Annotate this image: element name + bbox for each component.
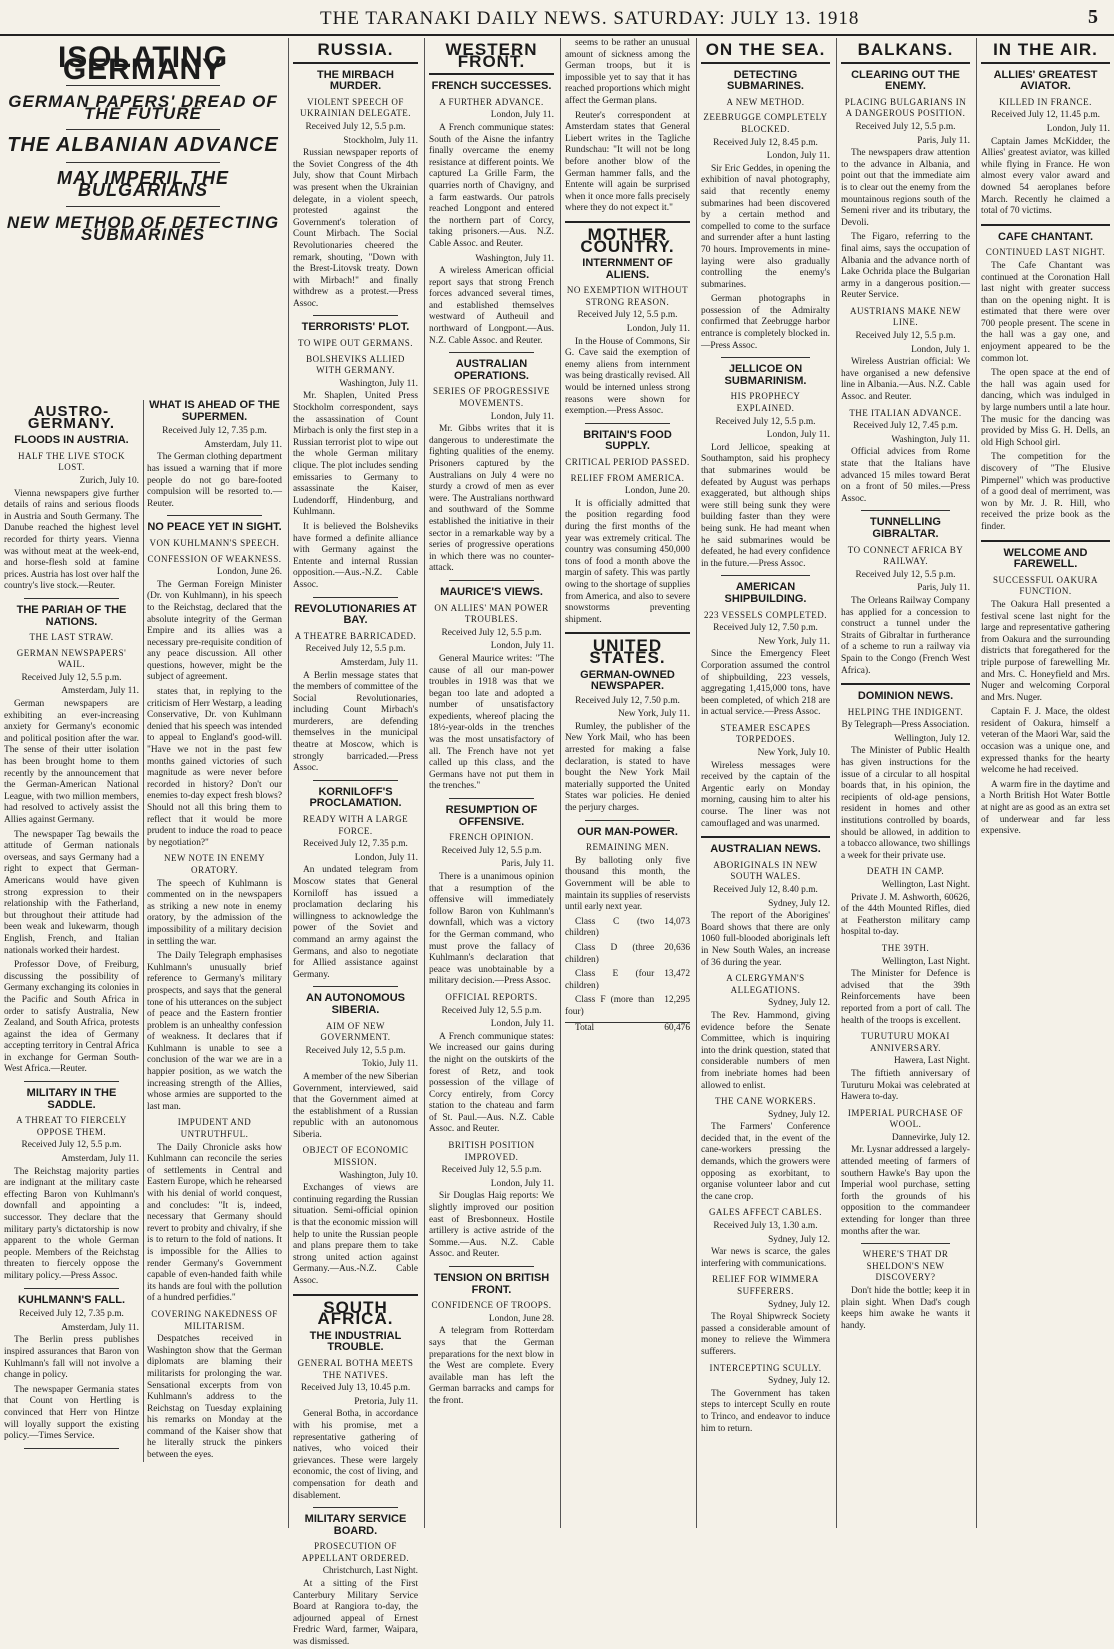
article-paragraph: The German clothing department has issued a warning that if more people do not go bare-footed compulsion will be resorted to.—Reuter.: [147, 452, 282, 509]
wimmera-sub: RELIEF FOR WIMMERA SUFFERERS.: [712, 1274, 819, 1296]
western-head: WESTERN FRONT.: [445, 40, 538, 71]
article-paragraph: Since the Emergency Fleet Corporation assumed the control of shipbuilding, 223 vessels, aggregating 1,415,000 tons, have been completed, of which 218 are in actual service.—Press Assoc.: [701, 649, 830, 718]
balkans-head: BALKANS.: [857, 40, 954, 59]
british-position-sub: BRITISH POSITION IMPROVED.: [448, 1140, 535, 1162]
ballot-table: [565, 917, 690, 1034]
mirbach-head: THE MIRBACH MURDER.: [317, 68, 394, 93]
clergyman-sub: A CLERGYMAN'S ALLEGATIONS.: [726, 973, 805, 995]
article-paragraph: The Rev. Hammond, giving evidence before the Senate Committee, which is inquiring into the drink question, stated that considerable numbers of men from inebriate homes had been allowed to enlist.: [701, 1010, 830, 1091]
siberia-head: AN AUTONOMOUS SIBERIA.: [306, 992, 405, 1016]
continued-sub: CONTINUED LAST NIGHT.: [985, 247, 1106, 258]
botha-sub: GENERAL BOTHA MEETS THE NATIVES.: [297, 1357, 414, 1380]
article-paragraph: Sir Douglas Haig reports: We slightly improved our position east of Bresbonneux. Hostile artillery is active astride of the Somme.—Aus. N.Z. Cable Assoc. and Reuter.: [429, 1191, 554, 1260]
article-paragraph: The newspaper Germania states that Count von Hertling is convinced that Herr von Hintze will loyally support the existing policy.—Times Service.: [4, 1384, 139, 1442]
pariah-sub2: GERMAN NEWSPAPERS' WAIL.: [16, 647, 127, 670]
revolutionaries-sub: A THEATRE BARRICADED.: [294, 630, 417, 641]
confidence-sub: CONFIDENCE OF TROOPS.: [431, 1300, 552, 1311]
received-line: Received July 12, 5.5 p.m.: [855, 569, 956, 580]
column-mother-country: [560, 38, 694, 1528]
received-line: Received July 13, 1.30 a.m.: [713, 1221, 818, 1232]
zeebrugge-sub: ZEEBRUGGE COMPLETELY BLOCKED.: [703, 112, 828, 134]
article-paragraph: A Berlin message states that the members of committee of the Social Revolutionaries, including Count Mirbach's murderers, are defending themselves in the municipal theatre at Moscow, which is strongly barricaded.—Press Assoc.: [293, 670, 418, 774]
dominion-news-head: DOMINION NEWS.: [857, 690, 954, 703]
article-paragraph: General Maurice writes: "The cause of all our man-power troubles in 1918 was that we began too late and adopted a number of unsatisfactory expedients, whereof placing the 18½-year-olds in the trenches was the most unsatisfactory of all. The French have not yet called up this class, and the Germans have not put them in the trenches.": [429, 653, 554, 792]
dateline: Sydney, July 12.: [768, 1299, 830, 1310]
dateline: Amsterdam, July 11.: [61, 686, 139, 697]
lead-headline-1: ISOLATING GERMANY: [57, 41, 229, 86]
australian-ops-sub: SERIES OF PROGRESSIVE MOVEMENTS.: [432, 386, 551, 409]
article-paragraph: The Reichstag majority parties are indignant at the military caste effecting Baron von Kuhlmann's downfall and appointing a successor. They declare that the military party's dictatorship is now apparent to the whole German people. Members of the Reichstag threaten to fiercely oppose the military policy.—Press Assoc.: [4, 1166, 139, 1281]
aboriginals-sub: ABORIGINALS IN NEW SOUTH WALES.: [713, 859, 818, 882]
table-row: Class E (four children) 13,472: [565, 969, 690, 991]
dateline: London, June 20.: [624, 486, 690, 497]
dateline: Amsterdam, July 11.: [340, 657, 418, 668]
food-supply-sub2: RELIEF FROM AMERICA.: [570, 472, 685, 483]
article-paragraph: The fiftieth anniversary of Turuturu Mokai was celebrated at Hawera to-day.: [841, 1068, 970, 1103]
table-row: Total 60,476: [565, 1022, 690, 1035]
received-line: Received July 12, 5.5 p.m.: [441, 627, 542, 638]
cane-workers-sub: THE CANE WORKERS.: [714, 1096, 817, 1107]
gales-sub: GALES AFFECT CABLES.: [708, 1207, 823, 1218]
article-paragraph: Professor Dove, of Freiburg, discussing the possibility of Germany exchanging its colonies in the Pacific and South Africa in order to satisfy Australia, New Zealand, and South Africa, protests against the idea of Germany accepting territory in Central Africa in exchange for German South-West Africa.—Reuter.: [4, 960, 139, 1075]
sea-head: ON THE SEA.: [705, 40, 826, 59]
maurice-sub: ON ALLIES' MAN POWER TROUBLES.: [434, 602, 549, 625]
article-paragraph: Don't hide the bottle; keep it in plain sight. When Dad's cough keeps him awake he wants it handy.: [841, 1286, 970, 1331]
cafe-head: CAFE CHANTANT.: [997, 230, 1094, 243]
dateline: London, July 11.: [490, 641, 554, 652]
dateline: London, July 11.: [490, 411, 554, 422]
article-paragraph: A warm fire in the daytime and a North British Hot Water Bottle at night are as good as an extra set of underwear and far less expensive.: [981, 779, 1110, 837]
french-successes-head: FRENCH SUCCESSES.: [431, 80, 552, 93]
received-line: Received July 12, 5.5 p.m.: [21, 672, 122, 683]
food-supply-head: BRITAIN'S FOOD SUPPLY.: [583, 428, 672, 453]
received-line: Received July 12, 5.5 p.m.: [21, 1140, 122, 1151]
received-line: Received July 12, 7.35 p.m.: [303, 839, 408, 850]
industrial-head: THE INDUSTRIAL TROUBLE.: [309, 1329, 402, 1354]
new-method-sub: A NEW METHOD.: [726, 96, 805, 107]
maurice-head: MAURICE'S VIEWS.: [440, 585, 543, 598]
dateline: Wellington, Last Night.: [881, 956, 970, 967]
article-paragraph: The report of the Aborigines' Board shows that there are only 1060 full-blooded aboriginals left in New South Wales, an increase of 36 during the year.: [701, 911, 830, 968]
dateline: Amsterdam, July 11.: [61, 1154, 139, 1165]
air-head: IN THE AIR.: [993, 40, 1098, 59]
table-row: Class F (more than four) 12,295: [565, 995, 690, 1017]
article-paragraph: Mr. Shaplen, United Press Stockholm correspondent, says the assassination of Count Mirbach is only the first step in a Russian terrorist plot to wipe out the whole German military clique. The plot includes sending emissaries to Germany to assassinate the Kaiser, Ludendorff, Hindenburg, and Kuhlmann.: [293, 391, 418, 518]
article-paragraph: A member of the new Siberian Government, interviewed, said that the Government aimed at the establishment of a Russian republic with an autonomous Siberia.: [293, 1071, 418, 1140]
article-paragraph: The Minister for Defence is advised that the 39th Reinforcements have been reported from a port of call. The health of the troops is excellent.: [841, 969, 970, 1026]
received-line: Received July 12, 5.5 p.m.: [855, 331, 956, 342]
korniloff-sub: READY WITH A LARGE FORCE.: [302, 814, 409, 836]
dateline: Amsterdam, July 11.: [61, 1322, 139, 1333]
lead-headline-5: NEW METHOD OF DETECTING SUBMARINES: [6, 213, 280, 244]
no-peace-sub2: CONFESSION OF WEAKNESS.: [147, 553, 282, 564]
dateline: Christchurch, Last Night.: [322, 1566, 418, 1577]
internment-sub: NO EXEMPTION WITHOUT STRONG REASON.: [566, 285, 689, 307]
remaining-men-sub: REMAINING MEN.: [586, 842, 669, 853]
article-paragraph: German newspapers are exhibiting an ever-increasing anxiety for Germany's economic and political position after the war. The sense of their utter isolation has been brought home to them recently by the announcement that the German-American National League, with two million members, had resolved to actively assist the Allies against Germany.: [4, 699, 139, 825]
austrians-sub: AUSTRIANS MAKE NEW LINE.: [850, 305, 961, 328]
military-head: MILITARY IN THE SADDLE.: [26, 1087, 117, 1111]
article-paragraph: The Berlin press publishes inspired assurances that Baron von Kuhlmann's fall will not involve a change in policy.: [4, 1335, 139, 1381]
welcome-head: WELCOME AND FAREWELL.: [1003, 546, 1088, 571]
article-paragraph: states that, in replying to the criticism of Herr Westarp, a leading Conservative, Dr. von Kuhlmann denied that his speech was intended to appeal to England's good-will. "Have we not in the past few months gained victories of such magnitude as were never before recorded in history? Don't our enemies to-day expect fresh blows? Should not all this bring them to reflect that it would be more prudent to induce the road to peace by negotiation?": [147, 687, 282, 848]
article-paragraph: The Minister of Public Health has given instructions for the issue of a circular to all hospital boards that, in his opinion, the recipients of old-age pensions, resident in homes and other institutions controlled by boards, should be allowed, in addition to a tobacco allowance, two shillings a week for their private use.: [841, 746, 970, 861]
article-paragraph: The competition for the discovery of "The Elusive Pimpernel" which was productive of a good deal of merriment, was won by Mr. J. R. Hill, who received the prize book as the finder.: [981, 452, 1110, 532]
dateline: Sydney, July 12.: [768, 1109, 830, 1120]
article-paragraph: German photographs in possession of the Admiralty confirmed that Zeebrugge harbor entrance is completely blocked in.—Press Assoc.: [701, 294, 830, 351]
lead-headline-3: THE ALBANIAN ADVANCE: [7, 134, 279, 157]
shipbuilding-head: AMERICAN SHIPBUILDING.: [724, 581, 807, 605]
article-paragraph: The Farmers' Conference decided that, in the event of the cane-workers pressing the demands, which the growers were opposing as exorbitant, to organise volunteer labor and cut the cane crop.: [701, 1122, 830, 1202]
article-paragraph: Captain F. J. Mace, the oldest resident of Oakura, himself a veteran of the Maori War, said the occasion was a unique one, and expressed thanks for the hearty welcome he had received.: [981, 707, 1110, 776]
article-paragraph: The Orleans Railway Company has applied for a concession to construct a tunnel under the Straits of Gibraltar in furtherance of a scheme to run a railway via Spain to the Congo (French West Africa).: [841, 595, 970, 676]
vessels-sub: 223 VESSELS COMPLETED.: [703, 609, 828, 620]
article-paragraph: It is officially admitted that the position regarding food during the first months of the year was extremely critical. The country was consuming 450,000 tons of food a month above the margin of safety. This was partly owing to the shortage of supplies from America, and also to severe snowstorms preventing shipment.: [565, 498, 690, 625]
article-paragraph: Private J. M. Ashworth, 60626, of the 44th Mounted Rifles, died at Featherston military camp hospital to-day.: [841, 892, 970, 938]
covering-sub: COVERING NAKEDNESS OF MILITARISM.: [151, 1308, 278, 1331]
military-sub: A THREAT TO FIERCELY OPPOSE THEM.: [16, 1115, 127, 1137]
indigent-sub: HELPING THE INDIGENT.: [847, 706, 964, 717]
article-paragraph: The open space at the end of the hall was again used for dancing, which was indulged in by large numbers until a late hour. The music for the dancing was provided by Miss G. H. Dells, an old High School girl.: [981, 368, 1110, 448]
article-paragraph: Exchanges of views are continuing regarding the Russian situation. Semi-official opinion is that the economic mission will help to unite the Russian people and plans prepare them to take strong united action against Germany.—Aus.-N.Z. Cable Assoc.: [293, 1183, 418, 1286]
column-russia: [288, 38, 422, 1648]
impudent-sub: IMPUDENT AND UNTRUTHFUL.: [177, 1117, 252, 1140]
dateline: Paris, July 11.: [501, 859, 554, 870]
italian-sub: THE ITALIAN ADVANCE.: [849, 407, 962, 418]
dateline: Washington, July 11.: [891, 434, 970, 445]
article-paragraph: War news is scarce, the gales interfering with communications.: [701, 1247, 830, 1269]
received-line: Received July 12, 5.5 p.m.: [441, 1005, 542, 1016]
masthead: [0, 0, 1114, 36]
newspaper-head: GERMAN-OWNED NEWSPAPER.: [580, 668, 675, 693]
article-paragraph: The newspaper Tag bewails the attitude of German nationals overseas, and says Germany had a right to expect that German-Americans would have given strong expression to their relationship with the Fatherland, but throughout their attitude had been weak and lukewarm, though English, French, and Italian nationals worked their hardest.: [4, 829, 139, 956]
article-paragraph: Mr. Gibbs writes that it is dangerous to underestimate the fighting qualities of the enemy. Prisoners captured by the Australians on July 4 were no sturdy a crowd of men as ever were. The Australians northward and southward of the Somme established the initiative in their sector in a remarkable way by a series of progressive operations in which there was no counter-attack.: [429, 424, 554, 574]
korniloff-head: KORNILOFF'S PROCLAMATION.: [309, 785, 402, 810]
killed-sub: KILLED IN FRANCE.: [999, 96, 1092, 107]
received-line: Received July 12, 5.5 p.m.: [305, 644, 406, 655]
article-paragraph: seems to be rather an unusual amount of sickness among the German troops, but it is impossible yet to say that it has reached proportions which might affect the German plans.: [565, 38, 690, 106]
official-reports-sub: OFFICIAL REPORTS.: [445, 991, 538, 1002]
dateline: Washington, July 10.: [339, 1170, 418, 1181]
received-line: By Telegraph—Press Association.: [841, 720, 970, 731]
dateline: Zurich, July 10.: [79, 475, 139, 486]
pariah-head: THE PARIAH OF THE NATIONS.: [16, 603, 127, 628]
table-row: Class D (three children) 20,636: [565, 942, 690, 965]
article-paragraph: Reuter's correspondent at Amsterdam states that General Liebert writes in the Tagliche Rundschau: "It will not be long before another blow of the German hammer falls, and the Entente will again be surprised when it once more falls precisely where they do not expect it.": [565, 110, 690, 214]
article-paragraph: There is a unanimous opinion that a resumption of the offensive will immediately follow Baron von Kuhlmann's downfall, which was a victory for the German command, who must prove the fallacy of Kuhlmann's declaration that peace was unobtainable by a military decision.—Press Assoc.: [429, 872, 554, 987]
column-western-front: [424, 38, 558, 1528]
article-paragraph: In the House of Commons, Sir G. Cave said the exemption of enemy aliens from internment was being drastically revised. All would be interned unless strong reasons were shown for exemption.—Press Assoc.: [565, 336, 690, 417]
no-peace-head: NO PEACE YET IN SIGHT.: [147, 521, 282, 534]
bulgarians-sub: PLACING BULGARIANS IN A DANGEROUS POSITION.: [844, 96, 967, 119]
dateline: Dannevirke, July 12.: [891, 1132, 970, 1143]
article-paragraph: Wireless Austrian official: We have organised a new defensive line in Albania.—Aus. N.Z. Cable Assoc. and Reuter.: [841, 357, 970, 403]
supermen-head: WHAT IS AHEAD OF THE SUPERMEN.: [149, 399, 280, 423]
column-on-the-sea: [696, 38, 834, 1528]
received-line: Received July 12, 5.5 p.m.: [305, 1045, 406, 1056]
austro-head: AUSTRO-GERMANY.: [27, 403, 116, 432]
article-paragraph: At a sitting of the First Canterbury Military Service Board at Rangiora to-day, the adjourned appeal of Ernest Fredric Ward, farmer, Waipara, was dismissed.: [293, 1579, 418, 1648]
article-paragraph: General Botha, in accordance with his promise, met a representative gathering of natives, who voiced their grievances. These were largely economic, the cost of living, and compensation for death and disablement.: [293, 1409, 418, 1501]
dateline: London, July 11.: [354, 852, 418, 863]
dateline: New York, July 11.: [617, 709, 690, 720]
newspaper-title: THE TARANAKI DAILY NEWS. SATURDAY: JULY 13. 1918: [320, 8, 860, 29]
article-paragraph: The Daily Chronicle asks how Kuhlmann can reconcile the series of settlements in Central and Eastern Europe, which he rehearsed with his denial of world conquest, and concludes: "It is, indeed, necessary that Germany should revert to probity and chivalry, if she is to return to the fold of nations. It is impossible for the Allies to render Germany's Government capable of even-handed faith while its hands are foul with the pollution of a hundred perfidies.": [147, 1142, 282, 1304]
article-paragraph: The Cafe Chantant was continued at the Coronation Hall last night with greater success than on the opening night. It is estimated that there were over 700 people present. The scene in the hall was a gay one, and enjoyment appeared to be the common lot.: [981, 260, 1110, 364]
received-line: Received July 12, 5.5 p.m.: [577, 310, 678, 321]
gibraltar-head: TUNNELLING GIBRALTAR.: [870, 516, 941, 540]
pariah-sub: THE LAST STRAW.: [29, 632, 114, 643]
article-paragraph: A French communique states: We increased our gains during the night on the outskirts of the forest of Retz, and took possession of the village of Corcy entirely, from Corcy station to the chateau and farm of St. Paul.—Aus. N.Z. Cable Assoc. and Reuter.: [429, 1031, 554, 1135]
dateline: Pretoria, July 11.: [354, 1396, 418, 1407]
received-line: Received July 12, 8.40 p.m.: [713, 885, 818, 895]
siberia-sub: AIM OF NEW GOVERNMENT.: [320, 1020, 391, 1043]
internment-head: INTERNMENT OF ALIENS.: [582, 257, 673, 281]
dateline: Wellington, July 12.: [894, 733, 970, 744]
wool-sub: IMPERIAL PURCHASE OF WOOL.: [847, 1107, 964, 1130]
dateline: London, July 11.: [490, 110, 554, 121]
revolutionaries-head: REVOLUTIONARIES AT BAY.: [294, 602, 417, 627]
article-paragraph: The German Foreign Minister (Dr. von Kuhlmann), in his speech to the Reichstag, declared that the absolute integrity of the German Empire and its allies was a necessary pre-requisite condition of any peace discussion. All other questions, however, might be the subject of agreement.: [147, 579, 282, 683]
dateline: Paris, July 11.: [917, 135, 970, 146]
dateline: London, June 26.: [216, 567, 282, 578]
dateline: Washington, July 11.: [475, 253, 554, 264]
article-paragraph: Captain James McKidder, the Allies' greatest aviator, was killed while flying in France. He won almost every valor award and downed 54 aeroplanes before March. Recently he claimed a total of 70 victims.: [981, 136, 1110, 217]
scully-sub: INTERCEPTING SCULLY.: [709, 1362, 822, 1373]
terrorists-sub2: BOLSHEVIKS ALLIED WITH GERMANY.: [306, 353, 405, 376]
article-paragraph: Lord Jellicoe, speaking at Southampton, said his prophecy that submarines would be defeated by August was perhaps exaggerated, but although ships were still being sunk they were building faster than they were being sunk. He had meant when he said submarines would be defeated, he had every confidence in the future.—Press Assoc.: [701, 442, 830, 569]
article-paragraph: The Government has taken steps to intercept Scully en route to Trinco, and endeavor to induce him to return.: [701, 1388, 830, 1434]
article-paragraph: The Figaro, referring to the final aims, says the occupation of Albania and the advance north of Lake Ochrida place the Bulgarian army in a dangerous position.—Reuter Service.: [841, 232, 970, 301]
article-paragraph: Russian newspaper reports of the Soviet Congress of the 4th July, show that Count Mirbach was present when the Ukrainian delegate, in a violent speech, protested against the Government's toleration of Count Mirbach. The Social Revolutionaries cheered the remark, shouting, "Down with the Brest-Litovsk treaty. Down with Mirbach!" and finally withdrew as a protest.—Press Assoc.: [293, 148, 418, 309]
article-paragraph: It is believed the Bolsheviks have formed a definite alliance with Germany against the Entente and internal Russian opposition.—Aus.-N.Z. Cable Assoc.: [293, 521, 418, 590]
received-line: Received July 13, 10.45 p.m.: [300, 1383, 411, 1394]
received-line: Received July 12, 5.5 p.m.: [855, 121, 956, 132]
dateline: Paris, July 11.: [917, 583, 970, 594]
africa-sub: TO CONNECT AFRICA BY RAILWAY.: [847, 544, 964, 567]
received-line: Received July 12, 5.5 p.m.: [715, 416, 816, 427]
man-power-head: OUR MAN-POWER.: [577, 825, 678, 838]
food-supply-sub: CRITICAL PERIOD PASSED.: [565, 457, 690, 467]
service-board-sub: PROSECUTION OF APPELLANT ORDERED.: [301, 1541, 410, 1563]
dateline: Sydney, July 12.: [768, 1234, 830, 1245]
dateline: Tokio, July 11.: [362, 1059, 418, 1070]
article-paragraph: A French communique states: South of the Aisne the infantry finally overcame the enemy resistance at different points. We captured La Grille Farm, the quarries north of Chavigny, and a farm eastwards. Our patrols reached Longpont and entered the northern part of Corcy, taking prisoners.—Aus. N.Z. Cable Assoc. and Reuter.: [429, 122, 554, 249]
austro-germany-section: [0, 400, 286, 1528]
article-paragraph: The newspapers draw attention to the advance in Albania, and point out that the immediate aim is to clear out the enemy from the mountainous regions south of the Semeni river and its tributary, the Devoli.: [841, 148, 970, 228]
economic-mission-sub: OBJECT OF ECONOMIC MISSION.: [302, 1145, 409, 1168]
dateline: London, July 1.: [911, 344, 970, 355]
article-paragraph: The Daily Telegraph emphasises Kuhlmann's unusually brief reference to Germany's military prospects, and says that the general tone of his utterances on the subject of peace and the Eastern frontier problem is an unhealthy confession of weakness. It declares that if Kuhlmann is unable to see a conclusion of the war we are in a happier position, as we watch the increasing strength of the Allies, whose armies are supported to the last man.: [147, 951, 282, 1112]
dateline: Stockholm, July 11.: [343, 135, 418, 146]
article-paragraph: The Royal Shipwreck Society passed a considerable amount of money to relieve the Wimmera sufferers.: [701, 1312, 830, 1357]
received-line: Received July 12, 5.5 p.m.: [305, 121, 406, 132]
received-line: Received July 12, 7.45 p.m.: [853, 421, 958, 432]
dateline: London, July 11.: [1046, 123, 1110, 134]
dateline: New York, July 11.: [757, 636, 830, 647]
clearing-head: CLEARING OUT THE ENEMY.: [851, 68, 960, 93]
resumption-head: RESUMPTION OF OFFENSIVE.: [445, 804, 538, 828]
floods-sub: HALF THE LIVE STOCK LOST.: [18, 450, 125, 473]
dateline: New York, July 10.: [757, 748, 830, 759]
dateline: London, July 11.: [490, 1178, 554, 1189]
article-paragraph: The Oakura Hall presented a festival scene last night for the large and representative gathering from Oakura and the surrounding districts that foregathered for the triple purpose of farewelling Mr. and Mrs. C. Honeyfield and Mrs. Nuger and welcoming Corporal and Mrs. Nuger.: [981, 599, 1110, 703]
dateline: Amsterdam, July 11.: [204, 439, 282, 450]
terrorists-sub: TO WIPE OUT GERMANS.: [297, 338, 413, 349]
turuturu-sub: TURUTURU MOKAI ANNIVERSARY.: [861, 1031, 950, 1053]
received-line: Received July 12, 5.5 p.m.: [441, 1165, 542, 1176]
article-paragraph: Rumley, the publisher of the New York Mail, who has been arrested for making a false declaration, is stated to have bought the New York Mail materially supported the United States war policies. He denied the perjury charges.: [565, 721, 690, 814]
article-paragraph: Despatches received in Washington show that the German diplomats are blaming their militarists for prolonging the war. Sensational excerpts from von Kuhlmann's address to the Reichstag on Tuesday explaining his remarks on Monday at the command of the Kaiser show that he literally struck the pinkers between the eyes.: [147, 1334, 282, 1461]
detecting-subs-head: DETECTING SUBMARINES.: [726, 68, 804, 93]
dateline: London, June 28.: [488, 1313, 554, 1324]
received-line: Received July 12, 7.50 p.m.: [713, 623, 818, 634]
dateline: Sydney, July 12.: [768, 1376, 830, 1387]
south-africa-head: SOUTH AFRICA.: [317, 1297, 394, 1329]
article-paragraph: Sir Eric Geddes, in opening the exhibition of naval photography, said that recently enemy submarines had been discovered by a certain method and compelled to come to the surface and surrender after a hunt lasting 70 hours. Improvements in mine-laying were also gradually controlling the enemy's submarines.: [701, 163, 830, 290]
new-note-sub: NEW NOTE IN ENEMY ORATORY.: [163, 853, 266, 875]
dateline: London, July 11.: [766, 151, 830, 162]
prophecy-sub: HIS PROPHECY EXPLAINED.: [730, 391, 801, 414]
received-line: Received July 12, 5.5 p.m.: [441, 845, 542, 856]
tension-head: TENSION ON BRITISH FRONT.: [433, 1272, 550, 1296]
sheldon-sub: WHERE'S THAT DR SHELDON'S NEW DISCOVERY?: [862, 1249, 949, 1283]
dateline: London, July 11.: [490, 1019, 554, 1030]
lead-headline-2: GERMAN PAPERS' DREAD OF THE FUTURE: [8, 92, 278, 123]
torpedoes-sub: STEAMER ESCAPES TORPEDOES.: [720, 722, 811, 745]
dateline: Sydney, July 12.: [768, 998, 830, 1009]
column-in-the-air: [976, 38, 1114, 1528]
article-paragraph: A telegram from Rotterdam says that the German preparations for the next blow in the West are complete. Every available man has left the German barracks and camps for the front.: [429, 1326, 554, 1406]
dateline: Sydney, July 12.: [768, 898, 830, 909]
australian-ops-head: AUSTRALIAN OPERATIONS.: [454, 358, 529, 382]
dateline: London, July 11.: [766, 430, 830, 441]
column-balkans: [836, 38, 974, 1528]
australian-news-head: AUSTRALIAN NEWS.: [710, 843, 821, 856]
death-camp-sub: DEATH IN CAMP.: [866, 866, 945, 877]
article-paragraph: By balloting only five thousand this month, the Government will be able to maintain its supplies of reservists until early next year.: [565, 855, 690, 913]
article-paragraph: A wireless American official report says that strong French forces advanced several times, and established themselves westward of Autheuil and northward of Longpont.—Aus. N.Z. Cable Assoc. and Reuter.: [429, 266, 554, 346]
oakura-sub: SUCCESSFUL OAKURA FUNCTION.: [993, 574, 1098, 597]
no-peace-sub: VON KUHLMANN'S SPEECH.: [149, 537, 280, 548]
received-line: Received July 12, 7.35 p.m.: [19, 1309, 124, 1320]
lead-headline-4: MAY IMPERIL THE BULGARIANS: [56, 167, 230, 200]
french-opinion-sub: FRENCH OPINION.: [449, 832, 534, 843]
received-line: Received July 12, 11.45 p.m.: [990, 110, 1100, 121]
service-board-head: MILITARY SERVICE BOARD.: [304, 1513, 407, 1537]
united-states-head: UNITED STATES.: [589, 636, 666, 667]
dateline: Hawera, Last Night.: [893, 1056, 970, 1067]
article-paragraph: An undated telegram from Moscow states that General Korniloff has issued a proclamation declaring his willingness to acknowledge the power of the Soviet and command an army against the Germans, and also to negotiate for Allied assistance against Germany.: [293, 865, 418, 980]
received-line: Received July 12, 7.50 p.m.: [575, 695, 680, 706]
table-row: Class C (two children) 14,073: [565, 916, 690, 939]
mother-country-head: MOTHER COUNTRY.: [580, 224, 675, 256]
aviator-head: ALLIES' GREATEST AVIATOR.: [993, 68, 1098, 93]
jellicoe-head: JELLICOE ON SUBMARINISM.: [724, 363, 807, 387]
mirbach-sub: VIOLENT SPEECH OF UKRAINIAN DELEGATE.: [300, 96, 411, 119]
kuhlmann-fall-head: KUHLMANN'S FALL.: [17, 1293, 126, 1306]
article-paragraph: Wireless messages were received by the captain of the Argentic early on Monday morning, causing him to alter his course. The liner was not camouflaged and was unarmed.: [701, 760, 830, 829]
article-paragraph: Vienna newspapers give further details of rains and serious floods in Austria and South Germany. The Danube reached the highest level recorded for thirty years. Vienna was without meat at the week-end, and horse-flesh sold at famine prices. Austria has lost over half the country's live stock.—Reuter.: [4, 488, 139, 592]
terrorists-head: TERRORISTS' PLOT.: [301, 321, 410, 334]
article-paragraph: Mr. Lysnar addressed a largely-attended meeting of farmers of southern Hawke's Bay upon the Imperial wool purchase, setting forth the grounds of his opposition to the commandeer extending for longer than three months after the war.: [841, 1145, 970, 1237]
article-paragraph: Official advices from Rome state that the Italians have advanced 15 miles toward Berat on a front of 50 miles.—Press Assoc.: [841, 447, 970, 504]
russia-head: RUSSIA.: [317, 40, 394, 59]
39th-sub: THE 39TH.: [881, 942, 930, 953]
floods-head: FLOODS IN AUSTRIA.: [14, 434, 129, 447]
article-paragraph: The speech of Kuhlmann is commented on in the newspapers as striking a new note in enemy oratory, by the admission of the impossibility of a military decision in settling the war.: [147, 878, 282, 947]
page-number: 5: [1088, 6, 1098, 28]
received-line: Received July 12, 7.35 p.m.: [162, 426, 267, 437]
dateline: London, July 11.: [626, 324, 690, 335]
dateline: Wellington, Last Night.: [881, 880, 970, 890]
dateline: Washington, July 11.: [339, 378, 418, 389]
further-advance-sub: A FURTHER ADVANCE.: [439, 96, 544, 107]
received-line: Received July 12, 8.45 p.m.: [713, 137, 818, 148]
